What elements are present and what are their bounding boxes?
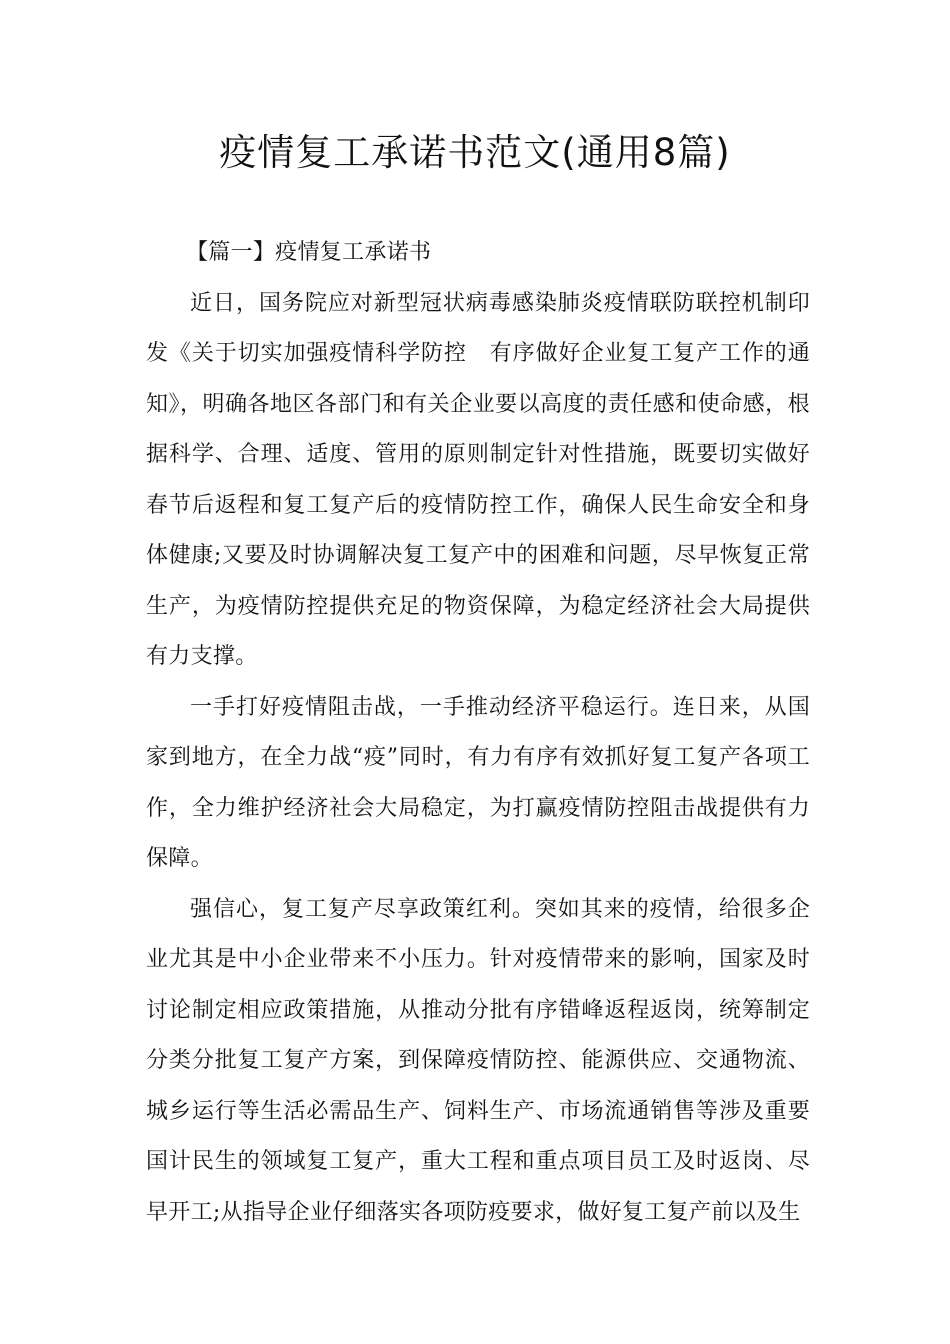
document-body <box>146 228 810 1238</box>
document-title: 疫情复工承诺书范文(通用8篇) <box>219 131 731 174</box>
paragraph: 一手打好疫情阻击战，一手推动经济平稳运行。连日来，从国家到地方，在全力战“疫”同时，有力有序有效抓好复工复产各项工作，全力维护经济社会大局稳定，为打赢疫情防控阻击战提供有力保障。 <box>146 694 810 871</box>
paragraph: 近日，国务院应对新型冠状病毒感染肺炎疫情联防联控机制印发《关于切实加强疫情科学防控 有序做好企业复工复产工作的通知》，明确各地区各部门和有关企业要以高度的责任感和使命感，根据科学、合理、适度、管用的原则制定针对性措施，既要切实做好春节后返程和复工复产后的疫情防控工作，确保人民生命安全和身体健康;又要及时协调解决复工复产中的困难和问题，尽早恢复正常生产，为疫情防控提供充足的物资保障，为稳定经济社会大局提供有力支撑。 <box>146 290 810 669</box>
section-heading: 【篇一】疫情复工承诺书 <box>186 240 432 265</box>
paragraph: 强信心，复工复产尽享政策红利。突如其来的疫情，给很多企业尤其是中小企业带来不小压力。针对疫情带来的影响，国家及时讨论制定相应政策措施，从推动分批有序错峰返程返岗，统筹制定分类分批复工复产方案，到保障疫情防控、能源供应、交通物流、城乡运行等生活必需品生产、饲料生产、市场流通销售等涉及重要国计民生的领域复工复产，重大工程和重点项目员工及时返岗、尽早开工;从指导企业仔细落实各项防疫要求，做好复工复产前以及生 <box>146 896 810 1225</box>
